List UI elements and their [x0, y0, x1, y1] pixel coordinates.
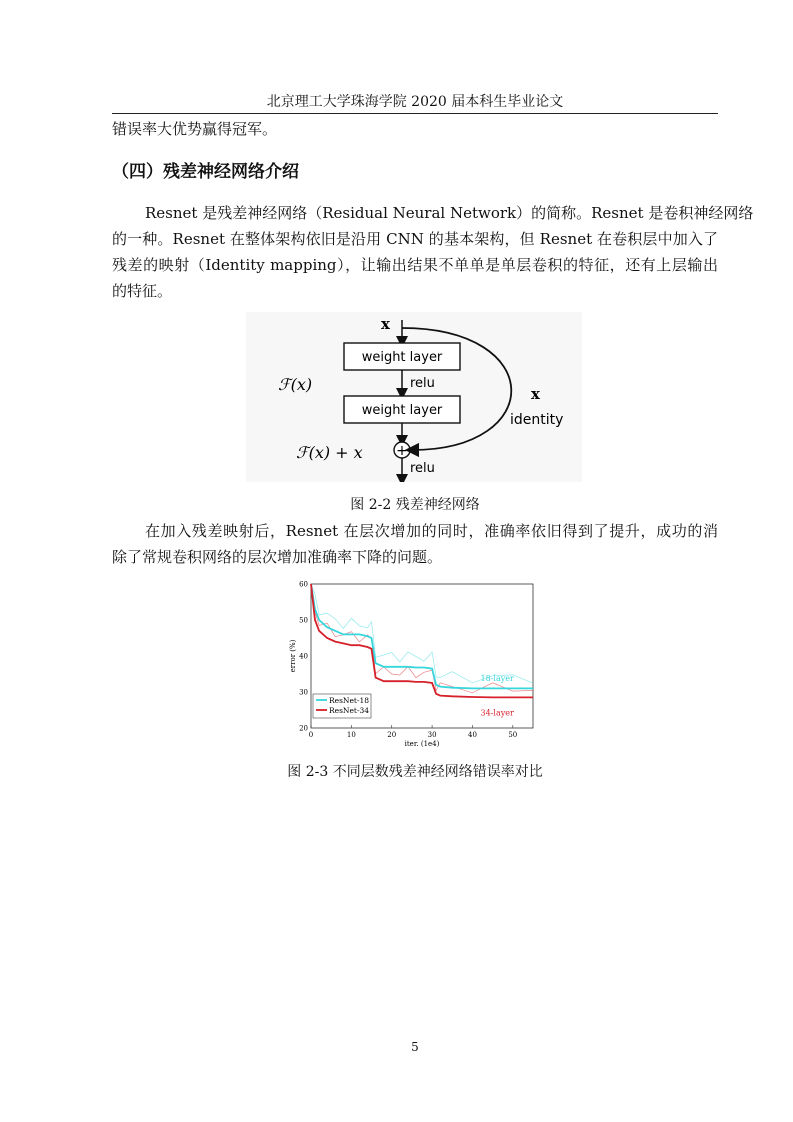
page-number: 5	[411, 1040, 419, 1054]
annotation-34-layer: 34-layer	[480, 708, 514, 718]
header-rule	[112, 113, 718, 114]
annotation-18-layer: 18-layer	[480, 674, 514, 684]
residual-block-figure	[246, 312, 582, 482]
error-chart-figure	[283, 578, 541, 748]
y-tick-label: 50	[299, 616, 308, 625]
paragraph-line: 的一种。Resnet 在整体架构依旧是沿用 CNN 的基本架构，但 Resnet 在卷积层中加入了	[112, 230, 718, 248]
y-tick-label: 40	[299, 652, 308, 661]
y-tick-label: 20	[299, 724, 308, 733]
legend-label: ResNet-34	[329, 706, 370, 715]
identity-label: identity	[510, 412, 564, 428]
x-tick-label: 30	[427, 731, 437, 739]
section-heading: （四）残差神经网络介绍	[112, 162, 299, 182]
weight-layer-1-label: weight layer	[361, 350, 443, 365]
paragraph-line: Resnet 是残差神经网络（Residual Neural Network）的简称。Resnet 是卷积神经网络	[145, 204, 754, 222]
relu-label-1: relu	[410, 376, 435, 391]
fx-plus-x-label: ℱ(x) + x	[296, 443, 363, 462]
residual-block-diagram	[246, 312, 582, 482]
x-tick-label: 40	[467, 731, 477, 739]
x-tick-label: 0	[308, 731, 314, 739]
x-tick-label: 20	[387, 731, 397, 739]
header-title: 北京理工大学珠海学院 2020 届本科生毕业论文	[266, 94, 564, 110]
legend-label: ResNet-18	[329, 696, 370, 705]
figure-2-2-caption: 图 2-2 残差神经网络	[350, 497, 480, 513]
paragraph-line: 残差的映射（Identity mapping），让输出结果不单单是单层卷积的特征，还有上层输出	[112, 256, 718, 274]
y-axis-label: error (%)	[289, 639, 297, 673]
figure-2-3-caption: 图 2-3 不同层数残差神经网络错误率对比	[287, 764, 543, 780]
skip-x-label: x	[531, 385, 540, 403]
body-text-line: 错误率大优势赢得冠军。	[112, 120, 278, 138]
relu-label-2: relu	[410, 461, 435, 476]
paragraph-line: 的特征。	[112, 282, 173, 300]
fx-label: ℱ(x)	[278, 375, 313, 394]
y-tick-label: 30	[299, 688, 308, 697]
x-tick-label: 50	[508, 731, 518, 739]
input-x-label: x	[381, 315, 390, 333]
paragraph-line: 除了常规卷积网络的层次增加准确率下降的问题。	[112, 548, 443, 566]
x-axis-label: iter. (1e4)	[404, 740, 440, 748]
x-tick-label: 10	[346, 731, 356, 739]
y-tick-label: 60	[299, 580, 308, 589]
weight-layer-2-label: weight layer	[361, 403, 443, 418]
chart-legend	[313, 694, 371, 718]
paragraph-line: 在加入残差映射后，Resnet 在层次增加的同时，准确率依旧得到了提升，成功的消	[145, 522, 718, 540]
error-rate-chart	[283, 578, 541, 748]
plus-symbol: +	[396, 443, 408, 459]
